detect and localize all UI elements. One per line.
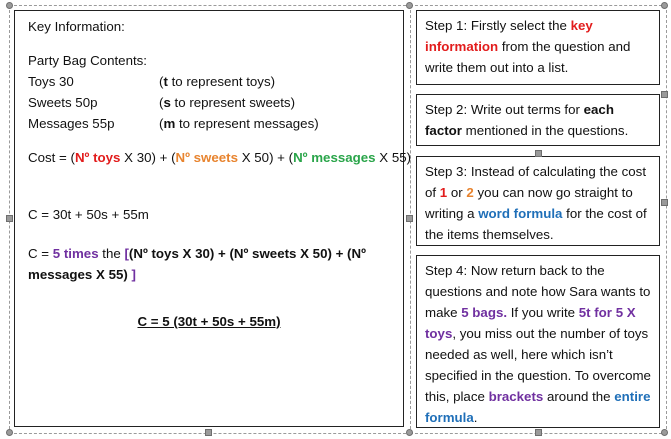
item-row-toys <box>28 71 403 92</box>
step-2-box[interactable]: Step 2: Write out terms for each factor mentioned in the questions. <box>416 94 660 146</box>
resize-handle[interactable] <box>406 215 413 222</box>
key-information-box[interactable] <box>14 10 412 427</box>
algebraic-formula: C = 30t + 50s + 55m <box>28 207 149 222</box>
item-variable: (s to represent sweets) <box>159 95 296 110</box>
step-1-box[interactable]: Step 1: Firstly select the key information from the question and write them out into a list. <box>416 10 660 85</box>
item-name: Sweets 50p <box>28 95 98 110</box>
step-3-box[interactable]: Step 3: Instead of calculating the cost of 1 or 2 you can now go straight to writing a word formula for the cost of the items themselves. <box>416 156 660 246</box>
resize-handle[interactable] <box>535 429 542 436</box>
resize-handle[interactable] <box>205 429 212 436</box>
key-information-heading: Key Information: <box>28 19 125 34</box>
item-name: Messages 55p <box>28 116 115 131</box>
party-bag-contents-label: Party Bag Contents: <box>28 53 147 68</box>
resize-handle[interactable] <box>535 150 542 157</box>
resize-handle[interactable] <box>406 2 413 9</box>
cost-word-formula: Cost = (Nº toys X 30) + (Nº sweets X 50) + (Nº messages X 55) <box>28 150 412 165</box>
resize-handle[interactable] <box>661 429 668 436</box>
final-formula: C = 5 (30t + 50s + 55m) <box>137 314 281 329</box>
five-bags-formula: C = 5 times the [(Nº toys X 30) + (Nº sweets X 50) + (Nº messages X 55) ] <box>28 246 366 282</box>
resize-handle[interactable] <box>661 2 668 9</box>
resize-handle[interactable] <box>406 429 413 436</box>
item-row-messages <box>28 113 403 134</box>
resize-handle[interactable] <box>661 199 668 206</box>
item-row-sweets <box>28 92 403 113</box>
resize-handle[interactable] <box>661 91 668 98</box>
item-variable: (t to represent toys) <box>159 74 276 89</box>
item-name: Toys 30 <box>28 74 74 89</box>
item-variable: (m to represent messages) <box>159 116 319 131</box>
resize-handle[interactable] <box>6 2 13 9</box>
resize-handle[interactable] <box>6 429 13 436</box>
step-4-box[interactable]: Step 4: Now return back to the questions and note how Sara wants to make 5 bags. If you write 5t for 5 X toys, you miss out the number of toys needed as well, here which isn’t specified in the question. To overcome this, place brackets around the entire formula. <box>416 255 660 428</box>
resize-handle[interactable] <box>6 215 13 222</box>
